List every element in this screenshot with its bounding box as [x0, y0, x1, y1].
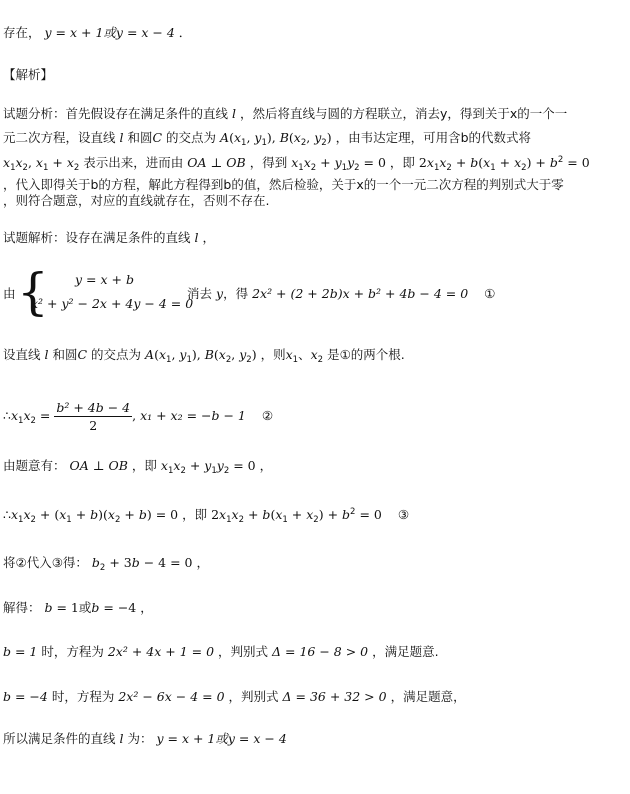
- roots-text: ，则: [260, 347, 286, 362]
- case-2-discriminant: Δ = 36 + 32 > 0: [282, 689, 387, 704]
- system-row-1: y = x + b: [75, 272, 134, 287]
- roots-text: 设直线: [3, 347, 41, 362]
- result-equation: y = x + 1或y = x − 4: [44, 25, 175, 40]
- quadratic-equation: 2x² + (2 + 2b)x + b² + 4b − 4 = 0: [252, 286, 469, 301]
- case-1-discriminant: Δ = 16 − 8 > 0: [272, 644, 369, 659]
- case-text: ，满足题意，: [390, 689, 466, 704]
- analysis-line-2: 元二次方程，设直线 l 和圆C 的交点为 $A(x_1$, $y_1$), $B(x_2$, $y_2$) ，由韦达定理，可用含b的代数式将: [3, 130, 532, 148]
- roots-text: 是①的两个根.: [327, 347, 405, 362]
- substitute-text: ，: [196, 555, 209, 570]
- case-text: ，判别式: [218, 644, 269, 659]
- roots-line: 设直线 l 和圆C 的交点为 $A(x_1$, $y_1$), $B(x_2$, $y_2$) ，则$x_1$、$x_2$ 是①的两个根.: [3, 347, 405, 365]
- analysis-text: ，得到: [249, 155, 288, 170]
- vieta-line: $\therefore x_1x_2$ = $\frac{\text{b² + 4b − 4}}{2}$ , x₁ + x₂ = −b − 1 ②: [3, 400, 274, 433]
- substitute-text: 将②代入③得：: [3, 555, 88, 570]
- case-text: 时，方程为: [41, 644, 104, 659]
- conclusion-equation: y = x + 1或y = x − 4: [156, 731, 287, 746]
- perp-text: 由题意有：: [3, 458, 66, 473]
- case-2-line: [3, 688, 466, 706]
- perp-text: ，即: [131, 458, 157, 473]
- left-brace: {: [17, 263, 49, 321]
- expansion-line: $\therefore x_1x_2 + (x_1 + b)(x_2 + b) = 0$ ，即 $2x_1x_2 + b(x_1 + x_2) + b^2 = 0$ ③: [3, 507, 410, 525]
- case-2-equation: 2x² − 6x − 4 = 0: [118, 689, 225, 704]
- result-lead: 存在，: [3, 25, 41, 40]
- fraction: [54, 399, 132, 434]
- solution-intro-text: 试题解析：设存在满足条件的直线: [3, 230, 191, 245]
- marker-2: ②: [261, 408, 274, 423]
- sum-of-roots: x₁ + x₂ = −b − 1: [140, 408, 246, 423]
- case-1-condition: b = 1: [3, 644, 38, 659]
- solution-intro: 试题解析：设存在满足条件的直线 l ，: [3, 230, 215, 245]
- solve-text: ，: [140, 600, 153, 615]
- system-row-2: x² + y² − 2x + 4y − 4 = 0: [31, 296, 194, 311]
- roots-text: 的交点为: [91, 347, 142, 362]
- case-text: ，满足题意.: [372, 644, 439, 659]
- analysis-text: ，由韦达定理，可用含b的代数式将: [335, 130, 532, 145]
- system-lead: 由: [3, 286, 16, 301]
- case-1-line: [3, 643, 439, 661]
- fraction-denominator: 2: [89, 418, 98, 433]
- conclusion-text: 为：: [127, 731, 153, 746]
- perpendicular-line: 由题意有： OA ⊥ OB ，即 $x_1x_2 + y_1y_2 = 0$ ，: [3, 458, 273, 476]
- analysis-text: ，然后将直线与圆的方程联立，消去y，得到关于x的一个一: [239, 106, 568, 121]
- analysis-text: 的交点为: [166, 130, 217, 145]
- solve-line: 解得： b = 1或b = −4 ，: [3, 600, 153, 615]
- substitution-line: 将②代入③得： $b_2 + 3b - 4 = 0$ ，: [3, 555, 209, 573]
- analysis-line-1: 试题分析：首先假设存在满足条件的直线 l ，然后将直线与圆的方程联立，消去y，得到关于x的一个一: [3, 106, 568, 121]
- therefore-symbol: ∴: [3, 408, 11, 423]
- case-2-condition: b = −4: [3, 689, 48, 704]
- analysis-text: 表示出来，进而由: [83, 155, 184, 170]
- result-period: ．: [178, 25, 192, 40]
- case-text: 时，方程为: [51, 689, 115, 704]
- case-1-equation: 2x² + 4x + 1 = 0: [107, 644, 215, 659]
- analysis-text: 试题分析：首先假设存在满足条件的直线: [3, 106, 229, 121]
- expand-text: ，即: [182, 507, 208, 522]
- analysis-line-5: ，则符合题意，对应的直线就存在，否则不存在.: [3, 193, 270, 208]
- analysis-text: ，即: [389, 155, 415, 170]
- conclusion-text: 所以满足条件的直线: [3, 731, 116, 746]
- solve-text: 解得：: [3, 600, 41, 615]
- case-text: ，判别式: [228, 689, 279, 704]
- roots-text: 、: [298, 347, 311, 362]
- fraction-numerator: b² + 4b − 4: [56, 400, 131, 415]
- system-tail-text: ，得: [223, 286, 249, 301]
- analysis-text: 和圆: [127, 130, 153, 145]
- analysis-line-4: ，代入即得关于b的方程，解此方程得到b的值，然后检验，关于x的一个一元二次方程的判别式大于零: [3, 177, 564, 192]
- marker-3: ③: [397, 507, 410, 522]
- perp-text: ，: [259, 458, 273, 473]
- section-heading: 【解析】: [3, 67, 54, 82]
- analysis-line-3: $x_1x_2$, $x_1 + x_2$ 表示出来，进而由 OA ⊥ OB ，得到 $x_1x_2 + y_1y_2 = 0$ ，即 $2x_1x_2 + b(x_1 + x_2) + b^2 = 0$: [3, 155, 590, 173]
- system-result: 消去 y，得 2x² + (2 + 2b)x + b² + 4b − 4 = 0 ①: [187, 286, 496, 301]
- roots-text: 和圆: [52, 347, 78, 362]
- result-line: [3, 24, 191, 42]
- analysis-text: 元二次方程，设直线: [3, 130, 116, 145]
- marker-1: ①: [484, 286, 496, 301]
- conclusion-line: 所以满足条件的直线 l 为： y = x + 1或y = x − 4: [3, 731, 287, 746]
- system-tail-text: 消去: [187, 286, 213, 301]
